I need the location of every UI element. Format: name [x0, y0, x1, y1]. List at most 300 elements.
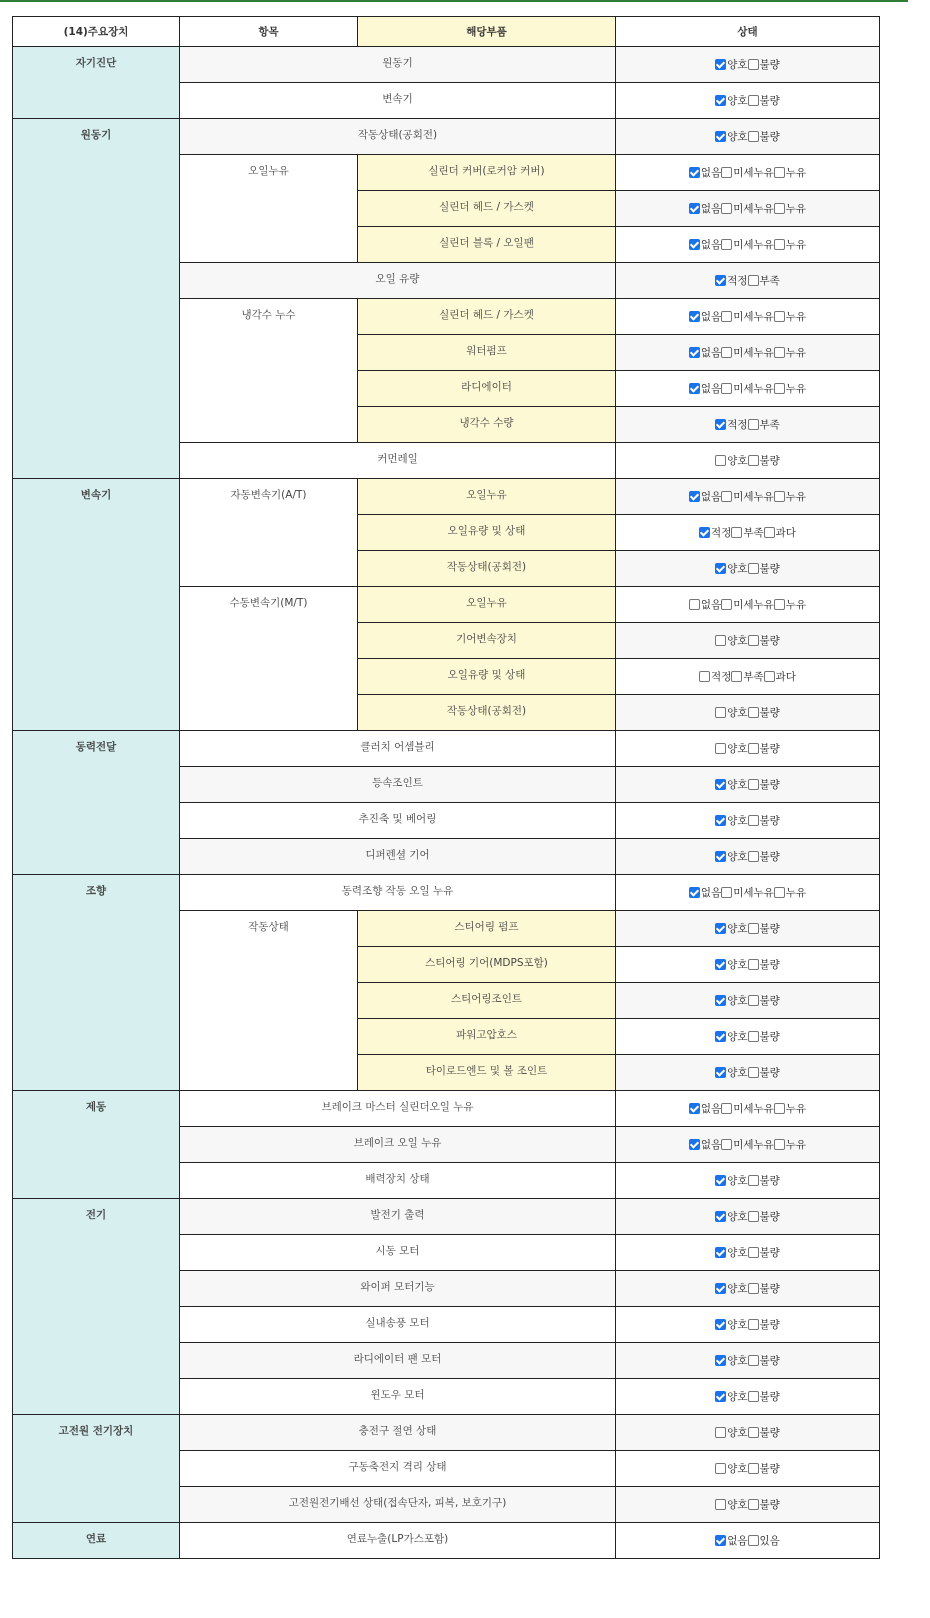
status-options	[616, 731, 879, 766]
status-cell	[616, 803, 880, 839]
status-option[interactable]	[721, 1101, 774, 1116]
status-options	[616, 587, 879, 622]
checkbox-unchecked[interactable]	[748, 815, 759, 826]
part-cell: 작동상태(공회전)	[358, 695, 616, 731]
status-option[interactable]	[715, 957, 747, 972]
checkbox-unchecked[interactable]	[748, 59, 759, 70]
status-option[interactable]	[748, 129, 780, 144]
status-option[interactable]	[731, 669, 763, 684]
status-option[interactable]	[748, 1389, 780, 1404]
checkbox-checked[interactable]	[715, 995, 726, 1006]
checkbox-unchecked[interactable]	[748, 95, 759, 106]
checkbox-checked[interactable]	[715, 59, 726, 70]
status-option[interactable]	[748, 741, 780, 756]
status-option[interactable]	[715, 1497, 747, 1512]
option-label: 미세누유	[733, 239, 774, 251]
status-options	[616, 191, 879, 226]
status-option[interactable]	[715, 1173, 747, 1188]
checkbox-unchecked[interactable]	[731, 671, 742, 682]
option-label: 양호	[727, 455, 748, 467]
checkbox-unchecked[interactable]	[721, 491, 732, 502]
status-option[interactable]	[715, 1389, 747, 1404]
checkbox-unchecked[interactable]	[748, 455, 759, 466]
option-label: 누유	[785, 887, 807, 899]
table-row	[13, 47, 880, 83]
checkbox-checked[interactable]	[689, 203, 700, 214]
checkbox-checked[interactable]	[689, 239, 700, 250]
option-label: 없음	[700, 1103, 722, 1115]
header-section: (14)주요장치	[13, 17, 180, 47]
category-cell: 전기	[13, 1199, 180, 1415]
checkbox-unchecked[interactable]	[748, 1175, 759, 1186]
status-cell	[616, 1199, 880, 1235]
option-label: 없음	[700, 491, 722, 503]
checkbox-unchecked[interactable]	[721, 383, 732, 394]
status-options	[616, 1379, 879, 1414]
status-options	[616, 47, 879, 82]
checkbox-checked[interactable]	[689, 383, 700, 394]
checkbox-unchecked[interactable]	[721, 1139, 732, 1150]
status-option[interactable]	[715, 561, 747, 576]
item-group-cell: 자동변속기(A/T)	[180, 479, 358, 587]
status-option[interactable]	[715, 741, 747, 756]
option-label: 불량	[759, 779, 780, 791]
status-option[interactable]	[721, 489, 774, 504]
option-label: 불량	[759, 635, 780, 647]
status-option[interactable]	[748, 1353, 780, 1368]
status-option[interactable]	[715, 57, 747, 72]
status-option[interactable]	[764, 525, 796, 540]
status-options	[616, 659, 879, 694]
status-option[interactable]	[715, 1029, 747, 1044]
status-cell	[616, 1055, 880, 1091]
option-label: 부족	[759, 419, 780, 431]
checkbox-checked[interactable]	[715, 1247, 726, 1258]
status-option[interactable]	[764, 669, 796, 684]
item-cell: 라디에이터 팬 모터	[180, 1343, 616, 1379]
status-cell	[616, 731, 880, 767]
checkbox-unchecked[interactable]	[721, 1103, 732, 1114]
status-option[interactable]	[748, 1029, 780, 1044]
option-label: 과다	[775, 527, 796, 539]
checkbox-checked[interactable]	[715, 95, 726, 106]
checkbox-unchecked[interactable]	[748, 743, 759, 754]
item-cell: 시동 모터	[180, 1235, 616, 1271]
checkbox-unchecked[interactable]	[748, 131, 759, 142]
checkbox-unchecked[interactable]	[748, 1319, 759, 1330]
option-label: 불량	[759, 1031, 780, 1043]
status-cell	[616, 1415, 880, 1451]
status-options	[616, 1127, 879, 1162]
option-label: 양호	[727, 959, 748, 971]
option-label: 불량	[759, 1283, 780, 1295]
checkbox-unchecked[interactable]	[774, 311, 785, 322]
status-option[interactable]	[689, 309, 721, 324]
checkbox-unchecked[interactable]	[748, 1499, 759, 1510]
checkbox-checked[interactable]	[689, 1139, 700, 1150]
option-label: 양호	[727, 1211, 748, 1223]
checkbox-unchecked[interactable]	[748, 1031, 759, 1042]
option-label: 불량	[759, 1427, 780, 1439]
checkbox-unchecked[interactable]	[715, 1427, 726, 1438]
status-options	[616, 1019, 879, 1054]
option-label: 양호	[727, 1247, 748, 1259]
item-group-cell: 냉각수 누수	[180, 299, 358, 443]
status-option[interactable]	[715, 273, 747, 288]
status-options	[616, 983, 879, 1018]
checkbox-unchecked[interactable]	[699, 671, 710, 682]
table-row	[13, 1199, 880, 1235]
part-cell: 오일누유	[358, 479, 616, 515]
top-accent-line	[0, 0, 908, 2]
option-label: 양호	[727, 95, 748, 107]
status-option[interactable]	[748, 777, 780, 792]
status-options	[616, 1055, 879, 1090]
status-option[interactable]	[748, 1281, 780, 1296]
checkbox-unchecked[interactable]	[689, 599, 700, 610]
main-devices-table	[12, 16, 880, 1559]
status-option[interactable]	[748, 417, 780, 432]
checkbox-unchecked[interactable]	[774, 599, 785, 610]
status-option[interactable]	[748, 1497, 780, 1512]
status-option[interactable]	[715, 1533, 747, 1548]
checkbox-unchecked[interactable]	[764, 671, 775, 682]
option-label: 불량	[759, 923, 780, 935]
status-options	[616, 1091, 879, 1126]
option-label: 있음	[759, 1535, 780, 1547]
status-cell	[616, 587, 880, 623]
checkbox-checked[interactable]	[715, 563, 726, 574]
checkbox-checked[interactable]	[715, 1067, 726, 1078]
status-cell	[616, 551, 880, 587]
checkbox-unchecked[interactable]	[721, 167, 732, 178]
status-option[interactable]	[748, 1317, 780, 1332]
status-option[interactable]	[748, 1533, 780, 1548]
status-option[interactable]	[715, 1461, 747, 1476]
checkbox-unchecked[interactable]	[748, 923, 759, 934]
checkbox-unchecked[interactable]	[715, 743, 726, 754]
status-option[interactable]	[715, 705, 747, 720]
status-option[interactable]	[721, 165, 774, 180]
status-option[interactable]	[774, 1137, 806, 1152]
option-label: 불량	[759, 131, 780, 143]
option-label: 부족	[743, 527, 764, 539]
checkbox-unchecked[interactable]	[715, 1463, 726, 1474]
option-label: 불량	[759, 743, 780, 755]
checkbox-unchecked[interactable]	[748, 419, 759, 430]
option-label: 양호	[727, 1175, 748, 1187]
status-option[interactable]	[715, 633, 747, 648]
status-cell	[616, 83, 880, 119]
checkbox-checked[interactable]	[715, 1211, 726, 1222]
checkbox-unchecked[interactable]	[748, 851, 759, 862]
part-cell: 실린더 헤드 / 가스켓	[358, 191, 616, 227]
checkbox-checked[interactable]	[689, 491, 700, 502]
status-cell	[616, 407, 880, 443]
checkbox-checked[interactable]	[715, 131, 726, 142]
checkbox-unchecked[interactable]	[774, 203, 785, 214]
status-options	[616, 947, 879, 982]
option-label: 부족	[743, 671, 764, 683]
status-option[interactable]	[715, 453, 747, 468]
part-cell: 기어변속장치	[358, 623, 616, 659]
status-option[interactable]	[748, 1425, 780, 1440]
status-cell	[616, 1235, 880, 1271]
checkbox-unchecked[interactable]	[721, 311, 732, 322]
status-option[interactable]	[731, 525, 763, 540]
part-cell: 라디에이터	[358, 371, 616, 407]
checkbox-unchecked[interactable]	[748, 959, 759, 970]
option-label: 불량	[759, 1355, 780, 1367]
checkbox-unchecked[interactable]	[715, 707, 726, 718]
status-option[interactable]	[689, 165, 721, 180]
status-option[interactable]	[689, 1101, 721, 1116]
checkbox-unchecked[interactable]	[748, 707, 759, 718]
checkbox-unchecked[interactable]	[715, 455, 726, 466]
checkbox-unchecked[interactable]	[748, 1391, 759, 1402]
checkbox-checked[interactable]	[715, 815, 726, 826]
item-cell: 등속조인트	[180, 767, 616, 803]
option-label: 누유	[785, 1103, 807, 1115]
option-label: 불량	[759, 1499, 780, 1511]
checkbox-unchecked[interactable]	[748, 1211, 759, 1222]
status-option[interactable]	[715, 921, 747, 936]
checkbox-checked[interactable]	[689, 887, 700, 898]
status-option[interactable]	[721, 1137, 774, 1152]
status-option[interactable]	[721, 309, 774, 324]
status-option[interactable]	[748, 93, 780, 108]
status-options	[616, 479, 879, 514]
option-label: 불량	[759, 95, 780, 107]
status-option[interactable]	[715, 813, 747, 828]
category-cell: 자기진단	[13, 47, 180, 119]
status-option[interactable]	[689, 201, 721, 216]
status-options	[616, 83, 879, 118]
status-options	[616, 551, 879, 586]
checkbox-checked[interactable]	[715, 1319, 726, 1330]
checkbox-unchecked[interactable]	[748, 995, 759, 1006]
status-option[interactable]	[774, 1101, 806, 1116]
status-cell	[616, 659, 880, 695]
checkbox-unchecked[interactable]	[721, 203, 732, 214]
checkbox-checked[interactable]	[715, 1391, 726, 1402]
checkbox-unchecked[interactable]	[748, 275, 759, 286]
checkbox-unchecked[interactable]	[731, 527, 742, 538]
status-option[interactable]	[748, 561, 780, 576]
status-cell	[616, 839, 880, 875]
status-option[interactable]	[715, 129, 747, 144]
status-option[interactable]	[774, 165, 806, 180]
status-option[interactable]	[715, 1317, 747, 1332]
status-option[interactable]	[774, 489, 806, 504]
checkbox-unchecked[interactable]	[748, 1427, 759, 1438]
status-cell	[616, 119, 880, 155]
status-option[interactable]	[715, 1281, 747, 1296]
item-cell: 원동기	[180, 47, 616, 83]
status-option[interactable]	[774, 201, 806, 216]
checkbox-unchecked[interactable]	[774, 347, 785, 358]
option-label: 양호	[727, 1067, 748, 1079]
part-cell: 냉각수 수량	[358, 407, 616, 443]
item-cell: 커먼레일	[180, 443, 616, 479]
status-option[interactable]	[715, 993, 747, 1008]
status-option[interactable]	[699, 669, 731, 684]
option-label: 누유	[785, 599, 807, 611]
checkbox-unchecked[interactable]	[774, 167, 785, 178]
checkbox-checked[interactable]	[689, 167, 700, 178]
checkbox-checked[interactable]	[689, 1103, 700, 1114]
option-label: 양호	[727, 59, 748, 71]
checkbox-unchecked[interactable]	[748, 779, 759, 790]
option-label: 적정	[727, 275, 748, 287]
status-cell	[616, 47, 880, 83]
checkbox-checked[interactable]	[715, 959, 726, 970]
status-option[interactable]	[689, 489, 721, 504]
status-option[interactable]	[715, 1353, 747, 1368]
checkbox-unchecked[interactable]	[774, 239, 785, 250]
status-option[interactable]	[689, 885, 721, 900]
status-option[interactable]	[774, 237, 806, 252]
status-option[interactable]	[774, 381, 806, 396]
status-option[interactable]	[748, 849, 780, 864]
item-cell: 클러치 어셈블리	[180, 731, 616, 767]
status-option[interactable]	[721, 345, 774, 360]
status-option[interactable]	[715, 777, 747, 792]
option-label: 부족	[759, 275, 780, 287]
status-option[interactable]	[715, 1065, 747, 1080]
status-option[interactable]	[689, 1137, 721, 1152]
status-option[interactable]	[721, 885, 774, 900]
checkbox-unchecked[interactable]	[774, 383, 785, 394]
checkbox-unchecked[interactable]	[764, 527, 775, 538]
checkbox-checked[interactable]	[715, 1535, 726, 1546]
status-option[interactable]	[748, 1461, 780, 1476]
checkbox-unchecked[interactable]	[715, 1499, 726, 1510]
checkbox-unchecked[interactable]	[748, 635, 759, 646]
status-option[interactable]	[774, 345, 806, 360]
option-label: 양호	[727, 851, 748, 863]
checkbox-checked[interactable]	[715, 1355, 726, 1366]
status-option[interactable]	[748, 57, 780, 72]
status-option[interactable]	[748, 705, 780, 720]
status-option[interactable]	[715, 1245, 747, 1260]
option-label: 미세누유	[733, 311, 774, 323]
checkbox-checked[interactable]	[715, 923, 726, 934]
status-option[interactable]	[715, 1425, 747, 1440]
option-label: 양호	[727, 1463, 748, 1475]
status-option[interactable]	[748, 273, 780, 288]
status-option[interactable]	[689, 345, 721, 360]
status-option[interactable]	[689, 237, 721, 252]
checkbox-unchecked[interactable]	[721, 887, 732, 898]
part-cell: 스티어링 기어(MDPS포함)	[358, 947, 616, 983]
status-cell	[616, 1523, 880, 1559]
checkbox-checked[interactable]	[715, 851, 726, 862]
checkbox-unchecked[interactable]	[748, 1067, 759, 1078]
status-option[interactable]	[774, 597, 806, 612]
status-option[interactable]	[721, 597, 774, 612]
checkbox-checked[interactable]	[689, 347, 700, 358]
item-cell: 구동축전지 격리 상태	[180, 1451, 616, 1487]
status-option[interactable]	[715, 93, 747, 108]
checkbox-unchecked[interactable]	[748, 1463, 759, 1474]
status-option[interactable]	[748, 921, 780, 936]
part-cell: 오일유량 및 상태	[358, 515, 616, 551]
status-option[interactable]	[715, 849, 747, 864]
checkbox-unchecked[interactable]	[774, 491, 785, 502]
checkbox-unchecked[interactable]	[721, 347, 732, 358]
category-cell: 고전원 전기장치	[13, 1415, 180, 1523]
status-option[interactable]	[748, 1245, 780, 1260]
status-option[interactable]	[748, 633, 780, 648]
status-option[interactable]	[715, 1209, 747, 1224]
checkbox-unchecked[interactable]	[748, 1535, 759, 1546]
checkbox-unchecked[interactable]	[748, 1247, 759, 1258]
checkbox-checked[interactable]	[689, 311, 700, 322]
status-option[interactable]	[748, 453, 780, 468]
checkbox-unchecked[interactable]	[721, 239, 732, 250]
status-option[interactable]	[721, 201, 774, 216]
option-label: 없음	[727, 1535, 748, 1547]
checkbox-unchecked[interactable]	[774, 887, 785, 898]
option-label: 미세누유	[733, 599, 774, 611]
item-cell: 와이퍼 모터기능	[180, 1271, 616, 1307]
status-cell	[616, 875, 880, 911]
status-option[interactable]	[774, 309, 806, 324]
part-cell: 스티어링 펌프	[358, 911, 616, 947]
status-option[interactable]	[699, 525, 731, 540]
part-cell: 작동상태(공회전)	[358, 551, 616, 587]
status-option[interactable]	[748, 993, 780, 1008]
checkbox-unchecked[interactable]	[748, 1283, 759, 1294]
status-option[interactable]	[774, 885, 806, 900]
status-option[interactable]	[748, 1209, 780, 1224]
status-option[interactable]	[748, 813, 780, 828]
status-option[interactable]	[748, 1065, 780, 1080]
status-options	[616, 335, 879, 370]
status-option[interactable]	[748, 957, 780, 972]
checkbox-unchecked[interactable]	[721, 599, 732, 610]
option-label: 불량	[759, 851, 780, 863]
status-option[interactable]	[689, 381, 721, 396]
option-label: 불량	[759, 959, 780, 971]
category-cell: 변속기	[13, 479, 180, 731]
checkbox-checked[interactable]	[715, 1283, 726, 1294]
option-label: 양호	[727, 743, 748, 755]
status-options	[616, 623, 879, 658]
checkbox-unchecked[interactable]	[748, 1355, 759, 1366]
checkbox-checked[interactable]	[715, 1031, 726, 1042]
checkbox-unchecked[interactable]	[774, 1139, 785, 1150]
checkbox-unchecked[interactable]	[774, 1103, 785, 1114]
status-options	[616, 1163, 879, 1198]
checkbox-checked[interactable]	[699, 527, 710, 538]
status-option[interactable]	[748, 1173, 780, 1188]
checkbox-checked[interactable]	[715, 419, 726, 430]
status-option[interactable]	[715, 417, 747, 432]
checkbox-unchecked[interactable]	[715, 635, 726, 646]
status-options	[616, 1343, 879, 1378]
checkbox-checked[interactable]	[715, 779, 726, 790]
checkbox-unchecked[interactable]	[748, 563, 759, 574]
status-option[interactable]	[721, 381, 774, 396]
checkbox-checked[interactable]	[715, 275, 726, 286]
status-options	[616, 299, 879, 334]
status-option[interactable]	[689, 597, 721, 612]
checkbox-checked[interactable]	[715, 1175, 726, 1186]
status-option[interactable]	[721, 237, 774, 252]
status-options	[616, 371, 879, 406]
